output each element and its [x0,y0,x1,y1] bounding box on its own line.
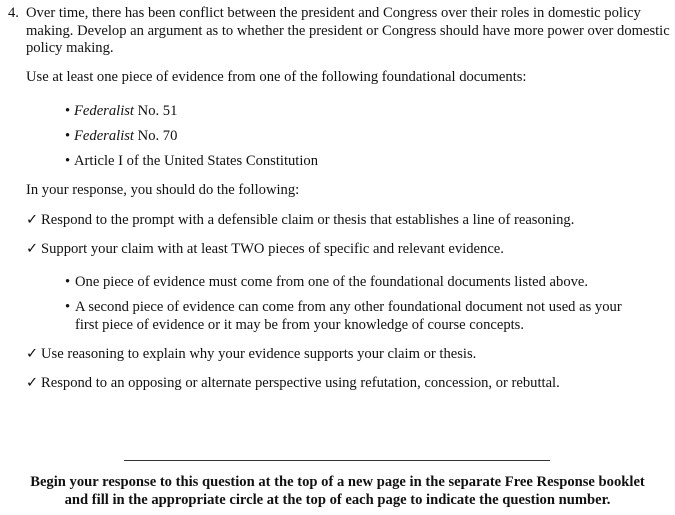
bullet-icon: • [65,299,71,315]
bullet-icon: • [65,128,71,144]
question-text: Over time, there has been conflict between the president and Congress over their roles in domestic policy making. Develop an argument as to whether the president or Congress should have more power over domestic policy making. [26,5,670,56]
task-text: Respond to the prompt with a defensible claim or thesis that establishes a line of reasoning. [41,212,575,228]
document-label: No. 51 [134,103,178,119]
document-italic: Federalist [74,128,134,144]
closing-line-2: and fill in the appropriate circle at the top of each page to indicate the question number. [64,491,611,508]
task-item-rebuttal [26,375,560,393]
document-item-federalist-51 [65,103,177,121]
subpoint-text: One piece of evidence must come from one of the foundational documents listed above. [75,274,589,290]
evidence-subpoint [65,274,645,292]
divider-line [124,460,550,461]
bullet-icon: • [65,103,71,119]
task-text: Use reasoning to explain why your evidence supports your claim or thesis. [41,346,477,362]
question-prompt [8,5,670,58]
document-label: No. 70 [134,128,178,144]
document-item-article-one [65,153,318,171]
checkmark-icon: ✓ [26,346,39,362]
task-item-evidence [26,241,504,259]
question-number: 4. [8,5,19,21]
document-label: Article I of the United States Constitution [74,153,319,169]
bullet-icon: • [65,274,71,290]
closing-instruction [0,474,675,509]
checkmark-icon: ✓ [26,375,39,391]
evidence-instruction: Use at least one piece of evidence from one of the following foundational documents: [26,69,527,85]
checkmark-icon: ✓ [26,241,39,257]
document-item-federalist-70 [65,128,177,146]
bullet-icon: • [65,153,71,169]
checkmark-icon: ✓ [26,212,39,228]
task-text: Support your claim with at least TWO pieces of specific and relevant evidence. [41,241,504,257]
closing-line-1: Begin your response to this question at the top of a new page in the separate Free Response booklet [30,474,645,490]
task-text: Respond to an opposing or alternate perspective using refutation, concession, or rebuttal. [41,375,560,391]
document-italic: Federalist [74,103,134,119]
task-item-claim [26,212,574,230]
task-item-reasoning [26,346,476,364]
task-instruction: In your response, you should do the following: [26,182,300,198]
subpoint-text: A second piece of evidence can come from any other foundational document not used as your first piece of evidence or it may be from your knowledge of course concepts. [75,299,622,333]
evidence-subpoint [65,299,645,334]
